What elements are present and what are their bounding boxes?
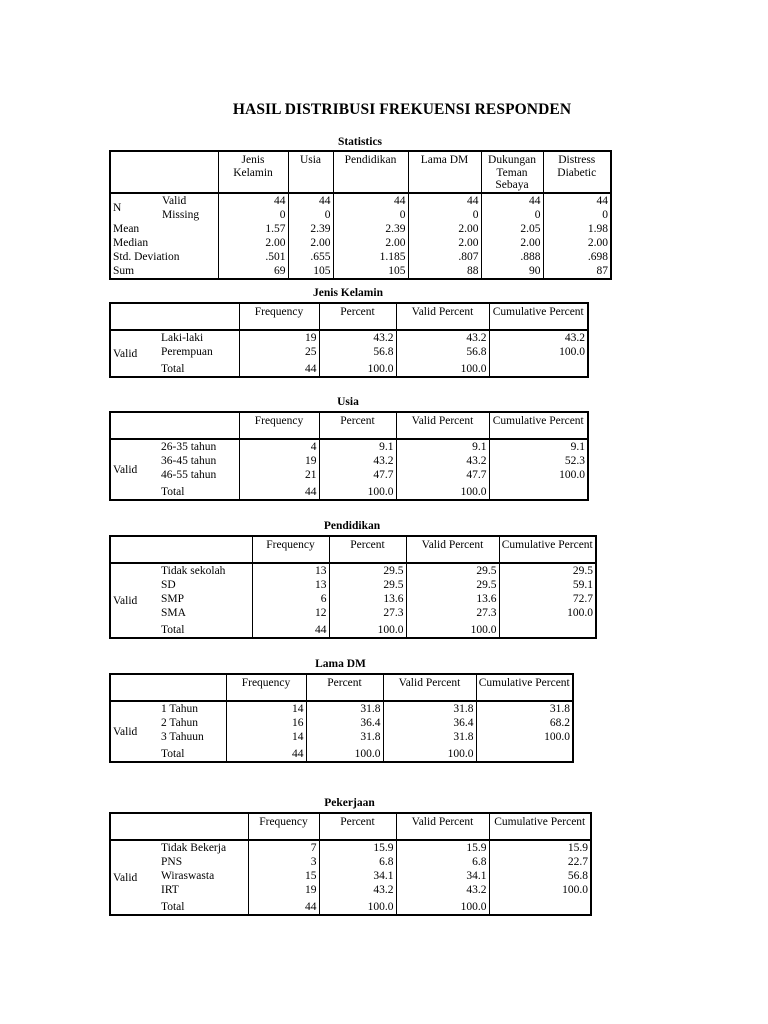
table-cell xyxy=(476,744,573,762)
row-label: PNS xyxy=(161,856,183,868)
table-cell: 29.5 xyxy=(406,563,499,578)
stat-cell: 2.00 xyxy=(481,236,543,250)
stat-col-header: Jenis Kelamin xyxy=(218,151,288,193)
table-cell: 22.7 xyxy=(489,855,591,869)
table-cell: 100.0 xyxy=(319,482,396,500)
stat-cell: 0 xyxy=(481,208,543,222)
stat-row-label: Valid xyxy=(162,194,187,207)
stat-cell: 2.05 xyxy=(481,222,543,236)
table-cell: 100.0 xyxy=(406,620,499,638)
statistics-table xyxy=(109,150,612,280)
column-header: Valid Percent xyxy=(396,303,489,330)
table-cell: 19 xyxy=(248,883,319,897)
column-header: Frequency xyxy=(239,303,319,330)
statistics-header-row xyxy=(110,151,611,193)
table-cell: 44 xyxy=(239,359,319,377)
row-label: Total xyxy=(161,901,185,913)
table-row xyxy=(110,730,573,744)
table-row xyxy=(110,330,588,345)
stat-col-header: Usia xyxy=(288,151,333,193)
stat-cell: 1.57 xyxy=(218,222,288,236)
valid-label: Valid xyxy=(113,594,138,607)
table-cell: 100.0 xyxy=(489,468,588,482)
table-row xyxy=(110,592,596,606)
table-caption: Jenis Kelamin xyxy=(313,287,383,299)
table-header-row xyxy=(110,674,573,701)
statistics-row-std xyxy=(110,250,611,264)
table-cell: 15.9 xyxy=(489,840,591,855)
stat-cell: 105 xyxy=(288,264,333,279)
table-cell: 100.0 xyxy=(396,897,489,915)
table-row xyxy=(110,855,591,869)
table-header-row xyxy=(110,536,596,563)
table-row xyxy=(110,606,596,620)
column-header: Frequency xyxy=(252,536,329,563)
row-label: SMP xyxy=(161,593,185,605)
header-corner xyxy=(110,536,252,563)
statistics-row-sum xyxy=(110,264,611,279)
stat-cell: 88 xyxy=(408,264,481,279)
table-cell: 59.1 xyxy=(499,578,596,592)
stat-cell: 0 xyxy=(218,208,288,222)
stat-row-label: Std. Deviation xyxy=(113,250,180,263)
valid-label: Valid xyxy=(113,871,138,884)
table-cell: 100.0 xyxy=(319,897,396,915)
table-cell: 100.0 xyxy=(489,345,588,359)
table-cell: 27.3 xyxy=(329,606,406,620)
row-label: 46-55 tahun xyxy=(161,469,217,481)
row-label: SMA xyxy=(161,607,186,619)
table-row xyxy=(110,563,596,578)
table-cell: 16 xyxy=(226,716,306,730)
table-cell: 56.8 xyxy=(319,345,396,359)
stat-row-label: Median xyxy=(113,236,149,249)
table-cell: 100.0 xyxy=(396,482,489,500)
table-row xyxy=(110,701,573,716)
table-cell: 15.9 xyxy=(396,840,489,855)
table-cell: 14 xyxy=(226,701,306,716)
stat-cell: 2.00 xyxy=(333,236,408,250)
page-title: HASIL DISTRIBUSI FREKUENSI RESPONDEN xyxy=(232,101,572,118)
stat-cell: 2.39 xyxy=(333,222,408,236)
stat-cell: 69 xyxy=(218,264,288,279)
stat-cell: .807 xyxy=(408,250,481,264)
table-cell: 19 xyxy=(239,454,319,468)
table-cell: 13.6 xyxy=(329,592,406,606)
table-cell: 44 xyxy=(239,482,319,500)
table-caption: Lama DM xyxy=(315,658,366,670)
table-header-row xyxy=(110,813,591,840)
statistics-caption: Statistics xyxy=(337,136,383,148)
column-header: Percent xyxy=(319,813,396,840)
stat-cell: 44 xyxy=(218,193,288,208)
row-label: IRT xyxy=(161,884,179,896)
stat-cell: 2.39 xyxy=(288,222,333,236)
row-label: 36-45 tahun xyxy=(161,455,217,467)
table-cell: 25 xyxy=(239,345,319,359)
column-header: Valid Percent xyxy=(406,536,499,563)
table-row xyxy=(110,620,596,638)
table-cell: 31.8 xyxy=(306,701,383,716)
table-cell: 6.8 xyxy=(319,855,396,869)
stat-cell: 2.00 xyxy=(408,222,481,236)
stat-cell: 2.00 xyxy=(543,236,611,250)
table-cell: 44 xyxy=(248,897,319,915)
column-header: Cumulative Percent xyxy=(489,303,588,330)
table-cell: 6.8 xyxy=(396,855,489,869)
stat-row-label: Mean xyxy=(113,222,140,235)
table-cell: 100.0 xyxy=(489,883,591,897)
table-cell: 31.8 xyxy=(383,701,476,716)
row-label: Tidak sekolah xyxy=(161,565,226,577)
table-cell: 7 xyxy=(248,840,319,855)
stat-cell: 44 xyxy=(408,193,481,208)
row-label: 26-35 tahun xyxy=(161,441,217,453)
table-row xyxy=(110,359,588,377)
stat-cell: 105 xyxy=(333,264,408,279)
stat-row-label: Missing xyxy=(162,208,200,221)
table-cell: 31.8 xyxy=(306,730,383,744)
table-cell: 4 xyxy=(239,439,319,454)
column-header: Percent xyxy=(319,412,396,439)
table-cell: 6 xyxy=(252,592,329,606)
table-row xyxy=(110,883,591,897)
table-cell: 36.4 xyxy=(383,716,476,730)
stat-cell: 1.98 xyxy=(543,222,611,236)
stat-cell: 2.00 xyxy=(288,236,333,250)
table-cell: 34.1 xyxy=(319,869,396,883)
table-cell: 56.8 xyxy=(489,869,591,883)
table-cell: 31.8 xyxy=(476,701,573,716)
stat-cell: 44 xyxy=(543,193,611,208)
table-cell: 43.2 xyxy=(319,330,396,345)
table-row xyxy=(110,716,573,730)
table-cell: 15.9 xyxy=(319,840,396,855)
table-row xyxy=(110,840,591,855)
table-row xyxy=(110,897,591,915)
table-cell: 44 xyxy=(252,620,329,638)
column-header: Frequency xyxy=(226,674,306,701)
column-header: Cumulative Percent xyxy=(489,412,588,439)
table-cell: 29.5 xyxy=(406,578,499,592)
table-cell: 100.0 xyxy=(476,730,573,744)
column-header: Cumulative Percent xyxy=(499,536,596,563)
row-label: Total xyxy=(161,624,185,636)
table-cell: 47.7 xyxy=(396,468,489,482)
table-row xyxy=(110,439,588,454)
stat-n-label: N xyxy=(113,201,122,214)
column-header: Valid Percent xyxy=(396,412,489,439)
table-cell: 100.0 xyxy=(319,359,396,377)
column-header: Cumulative Percent xyxy=(489,813,591,840)
column-header: Percent xyxy=(306,674,383,701)
table-cell: 21 xyxy=(239,468,319,482)
statistics-row-median xyxy=(110,236,611,250)
frequency-table xyxy=(109,411,589,501)
stat-cell: 0 xyxy=(333,208,408,222)
table-row xyxy=(110,578,596,592)
table-cell: 27.3 xyxy=(406,606,499,620)
table-row xyxy=(110,482,588,500)
row-label: SD xyxy=(161,579,176,591)
column-header: Frequency xyxy=(239,412,319,439)
table-cell: 68.2 xyxy=(476,716,573,730)
header-corner xyxy=(110,674,226,701)
table-cell xyxy=(489,897,591,915)
table-cell: 100.0 xyxy=(499,606,596,620)
stat-cell: 2.00 xyxy=(218,236,288,250)
table-cell: 43.2 xyxy=(489,330,588,345)
stat-cell: 90 xyxy=(481,264,543,279)
table-cell: 47.7 xyxy=(319,468,396,482)
table-cell: 14 xyxy=(226,730,306,744)
statistics-row-valid xyxy=(110,193,611,208)
stat-col-header: Lama DM xyxy=(408,151,481,193)
stat-col-header: Pendidikan xyxy=(333,151,408,193)
table-cell: 12 xyxy=(252,606,329,620)
stat-cell: 2.00 xyxy=(408,236,481,250)
table-row xyxy=(110,454,588,468)
table-cell: 43.2 xyxy=(396,454,489,468)
table-cell: 100.0 xyxy=(329,620,406,638)
frequency-table xyxy=(109,302,589,378)
stat-cell: .655 xyxy=(288,250,333,264)
table-cell: 56.8 xyxy=(396,345,489,359)
table-cell: 13 xyxy=(252,563,329,578)
stat-cell: 87 xyxy=(543,264,611,279)
stat-row-label: Sum xyxy=(113,264,135,277)
stat-cell: 44 xyxy=(333,193,408,208)
table-cell: 13.6 xyxy=(406,592,499,606)
row-label: Total xyxy=(161,363,185,375)
stat-cell: .698 xyxy=(543,250,611,264)
header-corner xyxy=(110,813,248,840)
stat-cell: .501 xyxy=(218,250,288,264)
header-corner xyxy=(110,412,239,439)
column-header: Valid Percent xyxy=(396,813,489,840)
row-label: Laki-laki xyxy=(161,332,204,344)
column-header: Valid Percent xyxy=(383,674,476,701)
table-row xyxy=(110,869,591,883)
table-cell: 100.0 xyxy=(396,359,489,377)
table-caption: Pendidikan xyxy=(323,520,381,532)
table-cell: 13 xyxy=(252,578,329,592)
table-cell: 31.8 xyxy=(383,730,476,744)
table-row xyxy=(110,345,588,359)
column-header: Frequency xyxy=(248,813,319,840)
stat-cell: .888 xyxy=(481,250,543,264)
frequency-table xyxy=(109,673,574,763)
stat-cell: 44 xyxy=(481,193,543,208)
column-header: Percent xyxy=(329,536,406,563)
valid-label: Valid xyxy=(113,347,138,360)
row-label: Wiraswasta xyxy=(161,870,215,882)
table-cell: 52.3 xyxy=(489,454,588,468)
table-row xyxy=(110,468,588,482)
table-cell: 29.5 xyxy=(329,563,406,578)
valid-label: Valid xyxy=(113,725,138,738)
table-cell xyxy=(489,482,588,500)
table-cell: 43.2 xyxy=(319,883,396,897)
row-label: 2 Tahun xyxy=(161,717,198,729)
table-cell: 15 xyxy=(248,869,319,883)
table-cell: 72.7 xyxy=(499,592,596,606)
table-cell: 9.1 xyxy=(319,439,396,454)
table-cell: 19 xyxy=(239,330,319,345)
table-cell: 100.0 xyxy=(383,744,476,762)
frequency-table xyxy=(109,812,592,916)
table-row xyxy=(110,744,573,762)
column-header: Cumulative Percent xyxy=(476,674,573,701)
table-cell xyxy=(489,359,588,377)
stat-cell: 0 xyxy=(408,208,481,222)
stat-cell: 0 xyxy=(288,208,333,222)
table-cell: 43.2 xyxy=(396,330,489,345)
row-label: Perempuan xyxy=(161,346,213,358)
stat-cell: 0 xyxy=(543,208,611,222)
header-corner xyxy=(110,303,239,330)
table-cell: 9.1 xyxy=(489,439,588,454)
table-cell: 29.5 xyxy=(499,563,596,578)
table-cell: 9.1 xyxy=(396,439,489,454)
frequency-table xyxy=(109,535,597,639)
table-caption: Pekerjaan xyxy=(324,797,375,809)
table-cell: 34.1 xyxy=(396,869,489,883)
stat-cell: 44 xyxy=(288,193,333,208)
table-cell: 100.0 xyxy=(306,744,383,762)
table-cell: 3 xyxy=(248,855,319,869)
table-cell: 36.4 xyxy=(306,716,383,730)
row-label: Total xyxy=(161,748,185,760)
column-header: Percent xyxy=(319,303,396,330)
stat-cell: 1.185 xyxy=(333,250,408,264)
table-cell: 44 xyxy=(226,744,306,762)
table-header-row xyxy=(110,303,588,330)
table-cell: 43.2 xyxy=(319,454,396,468)
table-cell: 29.5 xyxy=(329,578,406,592)
row-label: Tidak Bekerja xyxy=(161,842,227,854)
stat-col-header: Distress Diabetic xyxy=(543,151,611,193)
row-label: 3 Tahuun xyxy=(161,731,204,743)
table-cell xyxy=(499,620,596,638)
table-header-row xyxy=(110,412,588,439)
stat-col-header: Dukungan Teman Sebaya xyxy=(481,151,543,193)
statistics-row-mean xyxy=(110,222,611,236)
table-cell: 43.2 xyxy=(396,883,489,897)
row-label: 1 Tahun xyxy=(161,703,198,715)
row-label: Total xyxy=(161,486,185,498)
statistics-row-missing xyxy=(110,208,611,222)
valid-label: Valid xyxy=(113,463,138,476)
table-caption: Usia xyxy=(337,396,359,408)
